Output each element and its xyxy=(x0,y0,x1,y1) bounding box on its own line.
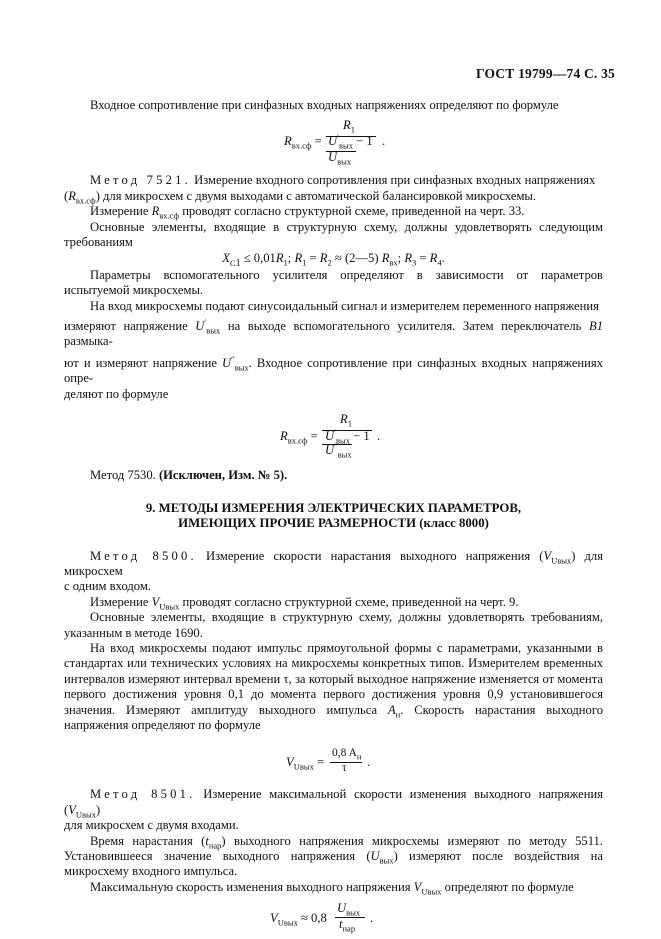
page-content xyxy=(64,98,603,939)
paragraph-amplifier-params: Параметры вспомогательного усилителя определяют в зависимости от параметров испытуемой микросхемы. xyxy=(64,267,603,298)
paragraph-measurement-9: Измерение $V_{Uвых}$ проводят согласно структурной схеме, приведенной на черт. 9. xyxy=(90,594,519,612)
paragraph-requirements-1690: Основные элементы, входящие в структурную схему, должны удовлетворять требованиям, указанным в методе 1690. xyxy=(64,610,603,640)
formula-denominator-bottom: $U_{вых}$ xyxy=(328,150,352,167)
formula-numerator: 0,8 $A_н$ xyxy=(332,747,362,762)
formula-end: . xyxy=(382,134,386,149)
formula-lhs: $V_{Uвых}$ = xyxy=(286,755,325,772)
formula-rvx-2 xyxy=(64,402,603,468)
requirements-formula: $X_{C1} \le 0,01R_1$; $R_1 = R_2$ ≈ (2—5) $R_{вх}$; $R_3 = R_4$. xyxy=(222,251,445,269)
paragraph-pulse: На вход микросхемы подают импульс прямоугольной формы с параметрами, указанными в стандартах или технических условиях на микросхемы конкретных типов. Измерителем временных интервалов измеряют интервал времени τ, за который выходное напряжение изменяется от момента первого достижения уровня 0,1 до момента первого достижения уровня 0,9 установившегося значения. Измеряют амплитуду выходного импульса $A_н$. Скорость нарастания выходного напряжения определяют по формуле xyxy=(64,640,603,732)
formula-denominator-top: $U'_{вых} - 1$ xyxy=(325,426,370,446)
formula-end: . xyxy=(377,429,381,444)
formula-rvx-1 xyxy=(64,113,603,169)
paragraph-intro: Входное сопротивление при синфазных входных напряжениях определяют по формуле xyxy=(90,98,559,112)
paragraph-method-7521: Метод 7521. Измерение входного сопротивления при синфазных входных напряжениях xyxy=(90,173,596,188)
formula-numerator: $U_{вых}$ xyxy=(337,901,361,918)
formula-lhs: $R_{вх.сф}$ = xyxy=(280,429,318,446)
formula-denominator-bottom: $U''_{вых}$ xyxy=(325,440,352,460)
section-heading-line2: ИМЕЮЩИХ ПРОЧИЕ РАЗМЕРНОСТИ (класс 8000) xyxy=(178,515,489,530)
formula-end: . xyxy=(370,911,374,926)
paragraph-rise-time: Время нарастания $(t_{нар})$ выходного напряжения микросхемы измеряют по методу 5511. Установившееся значение выходного напряжения $(U_{вых})$ измеряют после воздействия на микросхему входного импульса. xyxy=(64,833,603,879)
formula-end: . xyxy=(367,755,371,770)
paragraph-sine-signal-2: измеряют напряжение $U'_{вых}$ на выходе вспомогательного усилителя. Затем переключатель B1 размыка- xyxy=(64,316,603,349)
section-heading xyxy=(64,501,603,531)
paragraph-method-8501: Метод 8501. Измерение максимальной скорости изменения выходного напряжения $(V_{Uвых})$ xyxy=(64,787,603,820)
paragraph-sine-signal: На вход микросхемы подают синусоидальный сигнал и измерителем переменного напряжения xyxy=(90,298,599,313)
section-heading-line1: 9. МЕТОДЫ ИЗМЕРЕНИЯ ЭЛЕКТРИЧЕСКИХ ПАРАМЕТРОВ, xyxy=(145,500,522,515)
formula-numerator: $R_1$ xyxy=(343,118,355,135)
paragraph-requirements: Основные элементы, входящие в структурную схему, должны удовлетворять следующим требованиям xyxy=(64,219,603,250)
paragraph-method-8501-cont: для микросхем с двумя входами. xyxy=(64,818,239,833)
paragraph-method-8500-cont: с одним входом. xyxy=(64,579,151,594)
formula-denominator-top: $U'_{вых} - 1$ xyxy=(328,132,373,151)
formula-numerator: $R_1$ xyxy=(340,412,352,429)
paragraph-method-7530: Метод 7530. (Исключен, Изм. № 5). xyxy=(90,468,288,483)
formula-denominator: $t_{нар}$ xyxy=(339,917,356,934)
paragraph-method-7521-cont: $(R_{вх.сф})$ для микросхем с двумя выходами с автоматической балансировкой микросхемы. xyxy=(64,188,537,206)
paragraph-sine-signal-4: деляют по формуле xyxy=(64,386,169,401)
paragraph-method-8500: Метод 8500. Измерение скорости нарастания выходного напряжения $(V_{Uвых})$ для микросхем xyxy=(64,548,604,578)
formula-lhs: $V_{Uвых} \approx 0,8$ xyxy=(270,911,327,928)
page-header: ГОСТ 19799—74 С. 35 xyxy=(476,66,615,81)
formula-lhs: $R_{вх.сф}$ = xyxy=(284,134,322,151)
paragraph-sine-signal-3: ют и измеряют напряжение $U''_{вых}$. Входное сопротивление при синфазных входных напряжениях опре- xyxy=(64,353,603,386)
paragraph-measurement-33: Измерение $R_{вх.сф}$ проводят согласно структурной схеме, приведенной на черт. 33. xyxy=(90,204,525,221)
paragraph-max-rate: Максимальную скорость изменения выходного напряжения $V_{Uвых}$ определяют по формуле xyxy=(90,879,574,897)
formula-slew-rate xyxy=(64,733,603,787)
formula-max-rate xyxy=(64,895,603,939)
formula-denominator: τ xyxy=(342,762,347,775)
